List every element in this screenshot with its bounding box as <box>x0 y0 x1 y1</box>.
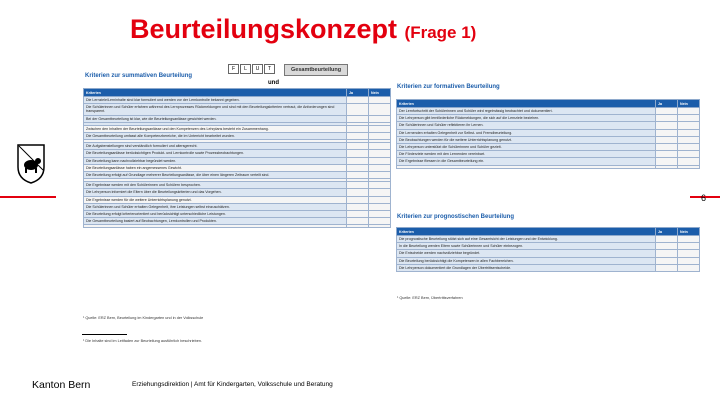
table-header-row <box>397 100 700 108</box>
ja-checkbox-cell[interactable] <box>347 125 369 132</box>
page-number: 6 <box>700 193 706 203</box>
table-row <box>397 158 700 165</box>
ja-checkbox-cell[interactable] <box>347 218 369 225</box>
flut-box: T <box>264 64 275 74</box>
flut-boxes <box>228 64 276 74</box>
ja-checkbox-cell[interactable] <box>347 157 369 164</box>
ja-checkbox-cell[interactable] <box>656 243 678 250</box>
table-row <box>84 203 391 210</box>
formative-table <box>396 99 700 169</box>
footer-department: Erziehungsdirektion | Amt für Kindergarten, Volksschule und Beratung <box>132 381 333 388</box>
und-label: und <box>268 80 279 86</box>
gesamt-badge: Gesamtbeurteilung <box>284 64 348 76</box>
flut-box: L <box>240 64 251 74</box>
table-row <box>397 165 700 168</box>
criterion-cell: In die Beurteilung werden Eltern sowie Schülerinnen und Schüler einbezogen. <box>397 243 656 250</box>
table-row <box>84 150 391 157</box>
column-header: Kriterien <box>84 89 347 97</box>
column-header: Nein <box>678 100 700 108</box>
ja-checkbox-cell[interactable] <box>347 203 369 210</box>
table-row <box>84 182 391 189</box>
ja-checkbox-cell[interactable] <box>656 250 678 257</box>
criterion-cell: Die Ergebnisse werden mit den Schülerinnen und Schülern besprochen. <box>84 182 347 189</box>
nein-checkbox-cell[interactable] <box>678 129 700 136</box>
criterion-cell: Die Beurteilung berücksichtigt die Kompetenzen in allen Fachbereichen. <box>397 257 656 264</box>
criterion-cell: Die Ergebnisse werden für die weitere Unterrichtsplanung genutzt. <box>84 196 347 203</box>
column-header: Nein <box>678 228 700 236</box>
criterion-cell: Der Lernfortschritt der Schülerinnen und Schüler wird regelmässig beobachtet und dokumentiert. <box>397 108 656 115</box>
ja-checkbox-cell[interactable] <box>656 122 678 129</box>
nein-checkbox-cell[interactable] <box>678 257 700 264</box>
criterion-cell: Die Beurteilung erfolgt kriterienorientiert und berücksichtigt unterschiedliche Leistungen. <box>84 211 347 218</box>
prognostic-heading: Kriterien zur prognostischen Beurteilung <box>397 214 515 220</box>
table-row <box>397 257 700 264</box>
table-row <box>84 172 391 179</box>
table-row <box>397 129 700 136</box>
ja-checkbox-cell[interactable] <box>656 136 678 143</box>
summative-table <box>83 88 391 228</box>
criterion-cell: Die Beurteilungsanlässe haben ein angemessenes Gewicht. <box>84 164 347 171</box>
ja-checkbox-cell[interactable] <box>656 115 678 122</box>
ja-checkbox-cell[interactable] <box>347 172 369 179</box>
criterion-cell: Die Lehrperson unterstützt die Schülerinnen und Schüler gezielt. <box>397 144 656 151</box>
criterion-cell: Die Lehrperson informiert die Eltern über die Beurteilungskriterien und das Vorgehen. <box>84 189 347 196</box>
criterion-cell: Die Schülerinnen und Schüler reflektieren ihr Lernen. <box>397 122 656 129</box>
nein-checkbox-cell[interactable] <box>369 196 391 203</box>
ja-checkbox-cell[interactable] <box>347 97 369 104</box>
table-row <box>84 196 391 203</box>
nein-checkbox-cell[interactable] <box>369 189 391 196</box>
table-row <box>397 144 700 151</box>
flut-box: U <box>252 64 263 74</box>
ja-checkbox-cell[interactable] <box>347 150 369 157</box>
column-header: Kriterien <box>397 100 656 108</box>
nein-checkbox-cell[interactable] <box>369 97 391 104</box>
ja-checkbox-cell[interactable] <box>656 108 678 115</box>
criterion-cell: Die Aufgabenstellungen sind verständlich formuliert und altersgerecht. <box>84 143 347 150</box>
criterion-cell: Zwischen den Inhalten der Beurteilungsanlässe und den Kompetenzen des Lehrplans besteht ein Zusammenhang. <box>84 125 347 132</box>
table-row <box>84 225 391 228</box>
ja-checkbox-cell[interactable] <box>656 165 678 168</box>
nein-checkbox-cell[interactable] <box>678 136 700 143</box>
criterion-cell: Die Entscheide werden nachvollziehbar begründet. <box>397 250 656 257</box>
table-row <box>84 211 391 218</box>
criterion-cell: Die Beurteilung erfolgt auf Grundlage mehrerer Beurteilungsanlässe, die über einen längeren Zeitraum verteilt sind. <box>84 172 347 179</box>
nein-checkbox-cell[interactable] <box>369 133 391 140</box>
column-header: Ja <box>656 228 678 236</box>
criterion-cell: Die Lehrperson dokumentiert die Grundlagen der Übertrittsentscheide. <box>397 264 656 271</box>
nein-checkbox-cell[interactable] <box>678 250 700 257</box>
criterion-cell: Die Beurteilung kann nachvollziehbar begründet werden. <box>84 157 347 164</box>
nein-checkbox-cell[interactable] <box>678 264 700 271</box>
table-row <box>84 218 391 225</box>
nein-checkbox-cell[interactable] <box>369 164 391 171</box>
ja-checkbox-cell[interactable] <box>347 164 369 171</box>
column-header: Ja <box>347 89 369 97</box>
criterion-cell <box>84 225 347 228</box>
footer-org: Kanton Bern <box>32 379 91 391</box>
ja-checkbox-cell[interactable] <box>347 211 369 218</box>
table-row <box>397 122 700 129</box>
ja-checkbox-cell[interactable] <box>347 143 369 150</box>
table-row <box>397 151 700 158</box>
nein-checkbox-cell[interactable] <box>678 108 700 115</box>
page-title-main: Beurteilungskonzept <box>130 14 398 44</box>
ja-checkbox-cell[interactable] <box>347 104 369 115</box>
criterion-cell: Die Lernenden erhalten Gelegenheit zur Selbst- und Fremdbeurteilung. <box>397 129 656 136</box>
criterion-cell: Die Schülerinnen und Schüler erhalten Gelegenheit, ihre Leistungen selbst einzuschätzen. <box>84 203 347 210</box>
table-header-row <box>397 228 700 236</box>
criterion-cell: Die Lernziele/Lerninhalte sind klar formuliert und werden vor der Lernkontrolle bekannt gegeben. <box>84 97 347 104</box>
ja-checkbox-cell[interactable] <box>347 115 369 122</box>
nein-checkbox-cell[interactable] <box>369 211 391 218</box>
summative-heading: Kriterien zur summativen Beurteilung <box>85 73 193 79</box>
nein-checkbox-cell[interactable] <box>369 150 391 157</box>
nein-checkbox-cell[interactable] <box>369 172 391 179</box>
ja-checkbox-cell[interactable] <box>347 225 369 228</box>
table-row <box>397 250 700 257</box>
criterion-cell: Die Schülerinnen und Schüler erfahren während des Lernprozesses Rückmeldungen und sind mit den Beurteilungskriterien vertraut, die Anforderungen sind transparent. <box>84 104 347 115</box>
page-title-sub: (Frage 1) <box>404 23 477 42</box>
table-row <box>84 164 391 171</box>
criterion-cell: Die Gesamtbeurteilung basiert auf Beobachtungen, Lernkontrollen und Produkten. <box>84 218 347 225</box>
criterion-cell <box>397 165 656 168</box>
nein-checkbox-cell[interactable] <box>678 243 700 250</box>
table-row <box>397 264 700 271</box>
table-row <box>84 125 391 132</box>
summative-footnote: ¹ Quelle: ERZ Bern, Beurteilung im Kindergarten und in der Volksschule <box>83 316 204 320</box>
nein-checkbox-cell[interactable] <box>369 182 391 189</box>
footnote-divider <box>82 334 127 335</box>
nein-checkbox-cell[interactable] <box>369 104 391 115</box>
table-row <box>84 104 391 115</box>
table-row <box>397 243 700 250</box>
table-header-row <box>84 89 391 97</box>
criterion-cell: Die Ergebnisse fliessen in die Gesamtbeurteilung ein. <box>397 158 656 165</box>
flut-box: F <box>228 64 239 74</box>
criterion-cell: Die Beobachtungen werden für die weitere Unterrichtsplanung genutzt. <box>397 136 656 143</box>
ja-checkbox-cell[interactable] <box>656 158 678 165</box>
ja-checkbox-cell[interactable] <box>347 196 369 203</box>
nein-checkbox-cell[interactable] <box>678 144 700 151</box>
table-row <box>84 133 391 140</box>
ja-checkbox-cell[interactable] <box>656 151 678 158</box>
ja-checkbox-cell[interactable] <box>656 144 678 151</box>
prognostic-table <box>396 227 700 272</box>
ja-checkbox-cell[interactable] <box>347 133 369 140</box>
nein-checkbox-cell[interactable] <box>369 115 391 122</box>
nein-checkbox-cell[interactable] <box>678 151 700 158</box>
prognostic-footnote: ¹ Quelle: ERZ Bern, Übertrittsverfahren <box>397 296 463 300</box>
ja-checkbox-cell[interactable] <box>656 264 678 271</box>
table-row <box>84 157 391 164</box>
table-row <box>84 97 391 104</box>
nein-checkbox-cell[interactable] <box>678 165 700 168</box>
ja-checkbox-cell[interactable] <box>347 182 369 189</box>
formative-heading: Kriterien zur formativen Beurteilung <box>397 84 500 90</box>
table-row <box>397 115 700 122</box>
nein-checkbox-cell[interactable] <box>369 225 391 228</box>
bottom-footnote: ¹ Die Inhalte sind im Leitfaden zur Beurteilung ausführlich beschrieben. <box>83 339 203 343</box>
table-row <box>397 108 700 115</box>
nein-checkbox-cell[interactable] <box>678 122 700 129</box>
table-row <box>84 115 391 122</box>
criterion-cell: Die prognostische Beurteilung stützt sich auf eine Gesamtsicht der Leistungen und der Entwicklung. <box>397 236 656 243</box>
column-header: Ja <box>656 100 678 108</box>
nein-checkbox-cell[interactable] <box>678 115 700 122</box>
ja-checkbox-cell[interactable] <box>656 236 678 243</box>
column-header: Kriterien <box>397 228 656 236</box>
criterion-cell: Die Förderziele werden mit den Lernenden vereinbart. <box>397 151 656 158</box>
nein-checkbox-cell[interactable] <box>678 236 700 243</box>
nein-checkbox-cell[interactable] <box>369 125 391 132</box>
nein-checkbox-cell[interactable] <box>369 157 391 164</box>
nein-checkbox-cell[interactable] <box>369 218 391 225</box>
table-row <box>84 189 391 196</box>
page-title <box>130 14 476 45</box>
table-row <box>397 236 700 243</box>
table-row <box>397 136 700 143</box>
table-row <box>84 143 391 150</box>
criterion-cell: Die Beurteilungsanlässe berücksichtigen Produkt- und Lernkontrolle sowie Prozessbeobachtungen. <box>84 150 347 157</box>
nein-checkbox-cell[interactable] <box>369 143 391 150</box>
nein-checkbox-cell[interactable] <box>678 158 700 165</box>
bern-crest-icon <box>16 143 46 185</box>
criterion-cell: Bei der Gesamtbeurteilung ist klar, wie die Beurteilungsanlässe gewichtet werden. <box>84 115 347 122</box>
nein-checkbox-cell[interactable] <box>369 203 391 210</box>
column-header: Nein <box>369 89 391 97</box>
criterion-cell: Die Lehrperson gibt lernförderliche Rückmeldungen, die sich auf die Lernziele beziehen. <box>397 115 656 122</box>
ja-checkbox-cell[interactable] <box>656 129 678 136</box>
ja-checkbox-cell[interactable] <box>347 189 369 196</box>
ja-checkbox-cell[interactable] <box>656 257 678 264</box>
criterion-cell: Die Gesamtbeurteilung umfasst alle Kompetenzbereiche, die im Unterricht bearbeitet wurden. <box>84 133 347 140</box>
